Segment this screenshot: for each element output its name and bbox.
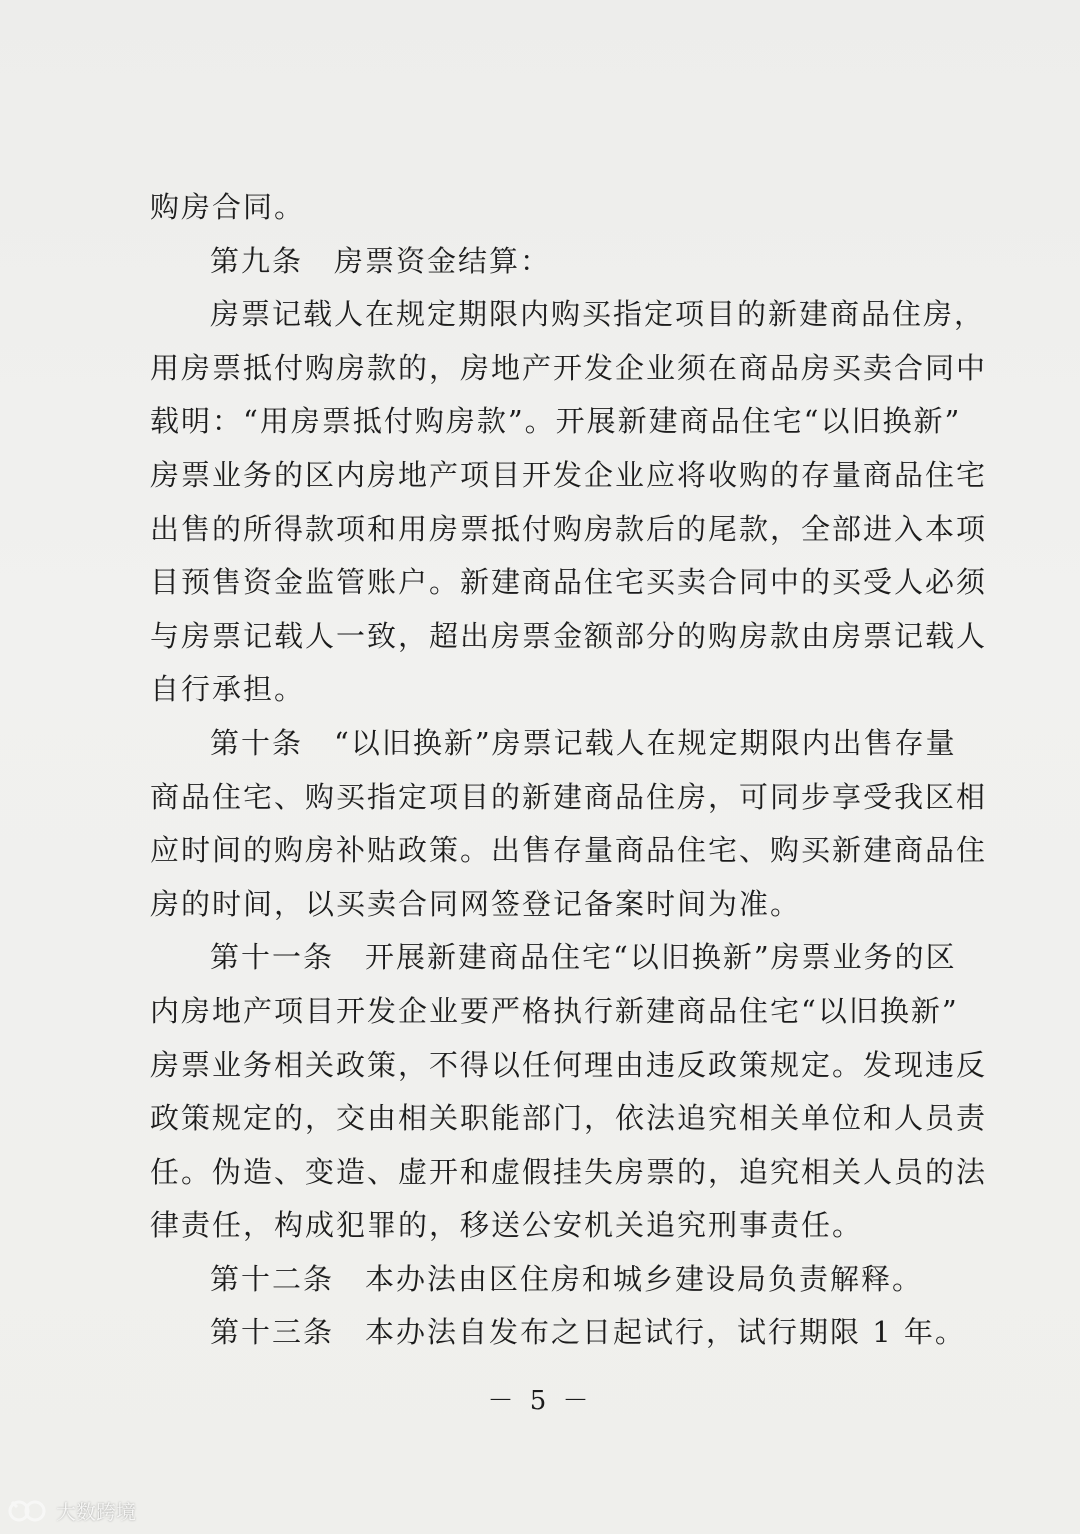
text-line: 政策规定的，交由相关职能部门，依法追究相关单位和人员责 [150,1101,988,1136]
document-body [150,181,988,1360]
text-line: 商品住宅、购买指定项目的新建商品住房，可同步享受我区相 [150,779,988,814]
watermark-text: 大数跨境 [56,1500,136,1524]
text-line: 用房票抵付购房款的，房地产开发企业须在商品房买卖合同中 [150,350,988,385]
text-line: 出售的所得款项和用房票抵付购房款后的尾款，全部进入本项 [150,511,988,546]
text-line: 律责任，构成犯罪的，移送公安机关追究刑事责任。 [150,1208,864,1243]
text-line: 应时间的购房补贴政策。出售存量商品住宅、购买新建商品住 [150,833,988,868]
article-11-start: 第十一条 开展新建商品住宅“以旧换新”房票业务的区 [210,940,957,975]
text-line: 载明：“用房票抵付购房款”。开展新建商品住宅“以旧换新” [150,404,962,439]
text-line: 与房票记载人一致，超出房票金额部分的购房款由房票记载人 [150,618,988,653]
text-line: 房的时间，以买卖合同网签登记备案时间为准。 [150,886,802,921]
text-line: 目预售资金监管账户。新建商品住宅买卖合同中的买受人必须 [150,565,988,600]
article-9-heading: 第九条 房票资金结算： [210,243,552,278]
text-line: 购房合同。 [150,190,306,224]
text-line: 自行承担。 [150,672,306,707]
text-line: 任。伪造、变造、虚开和虚假挂失房票的，追究相关人员的法 [150,1154,988,1189]
article-13: 第十三条 本办法自发布之日起试行，试行期限 1 年。 [210,1315,966,1350]
text-line: 房票业务的区内房地产项目开发企业应将收购的存量商品住宅 [150,457,988,492]
article-10-start: 第十条 “以旧换新”房票记载人在规定期限内出售存量 [210,725,957,760]
watermark [8,1496,136,1525]
text-line: 房票记载人在规定期限内购买指定项目的新建商品住房， [210,297,986,332]
text-line: 房票业务相关政策，不得以任何理由违反政策规定。发现违反 [150,1047,988,1082]
watermark-logo-icon [8,1498,50,1524]
article-12: 第十二条 本办法由区住房和城乡建设局负责解释。 [210,1261,924,1296]
text-line: 内房地产项目开发企业要严格执行新建商品住宅“以旧换新” [150,993,959,1028]
page-number: － 5 － [487,1386,593,1416]
